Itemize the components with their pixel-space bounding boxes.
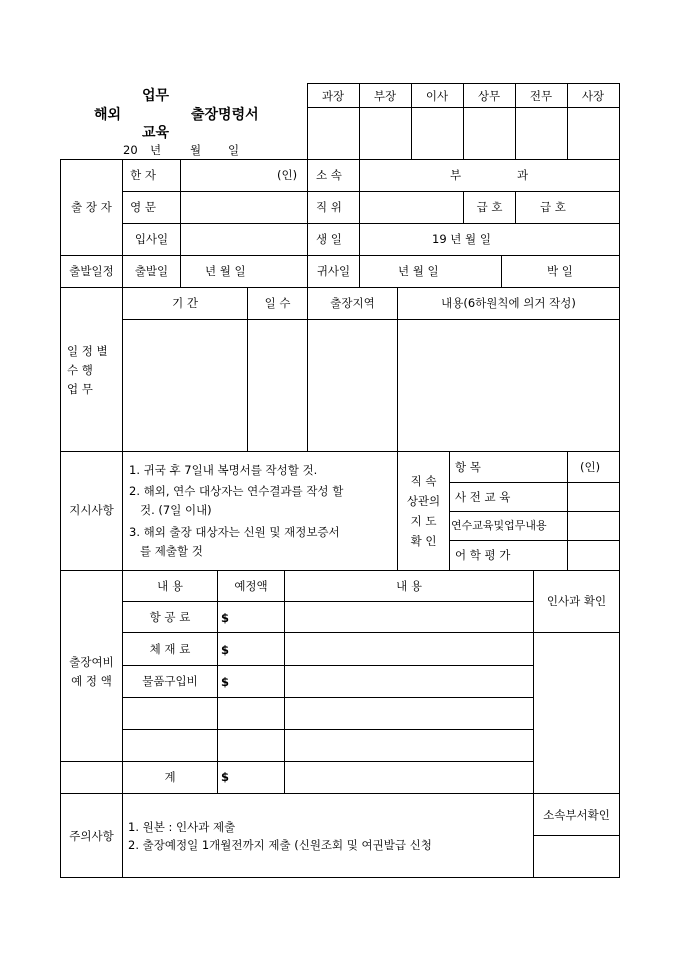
exp-col-content: 내 용 [157,579,183,593]
supervisor-label-4: 확 인 [410,534,437,548]
exp-row-stay: 체 재 료 [149,642,191,656]
title-overseas: 해외 [94,107,122,123]
dept-confirm-box[interactable] [534,836,619,877]
return-date-value: 년 월 일 [398,264,439,278]
title-main: 출장명령서 [191,107,259,123]
depart-date-value: 년 월 일 [205,264,246,278]
affiliation-label: 소 속 [316,168,342,182]
approval-dept-head: 부장 [373,89,397,103]
currency-purchase: $ [221,675,230,689]
english-name-field[interactable] [181,192,307,223]
affiliation-section: 과 [517,168,529,182]
hr-confirm-box[interactable] [534,633,619,793]
birth-value: 19 년 월 일 [432,232,491,246]
check-box-pre-edu[interactable] [568,483,619,511]
col-period: 기 간 [172,296,198,310]
hire-date-field[interactable] [181,224,307,255]
schedule-period-field[interactable] [123,320,247,451]
total-currency: $ [221,770,230,784]
approval-director: 이사 [425,89,449,103]
instruction-item-3b: 를 제출할 것 [129,544,203,558]
instruction-item-2b: 것. (7일 이내) [129,503,212,517]
schedule-label-2: 수 행 [67,363,93,377]
instruction-item-1: 1. 귀국 후 7일내 복명서를 작성할 것. [129,463,318,477]
date-prefix: 20 [123,143,138,157]
supervisor-label-1: 직 속 [410,474,437,488]
supervisor-label-2: 상관의 [406,494,441,508]
instruction-item-3: 3. 해외 출장 대상자는 신원 및 재정보증서 [129,525,340,539]
col-days: 일 수 [264,296,291,310]
note-item-1: 1. 원본 : 인사과 제출 [128,820,236,834]
signature-box-senior[interactable] [516,108,567,159]
exp-row-purchase: 물품구입비 [142,674,198,688]
schedule-days-field[interactable] [248,320,307,451]
check-item-training: 연수교육및업무내용 [451,519,547,532]
nights-value: 박 일 [547,264,573,278]
amount-airfare-field[interactable] [231,602,284,632]
instructions-label: 지시사항 [69,503,114,517]
english-label: 영 문 [130,200,156,214]
hire-date-label: 입사일 [134,232,169,246]
approval-senior: 전무 [529,89,553,103]
affiliation-dept: 부 [450,168,462,182]
hanja-label: 한 자 [130,168,156,182]
total-label: 계 [164,770,176,784]
schedule-region-field[interactable] [308,320,397,451]
title-education: 교육 [142,125,170,141]
approval-president: 사장 [581,89,605,103]
check-box-language[interactable] [568,541,619,570]
departure-label: 출발일정 [69,264,114,278]
schedule-label-1: 일 정 별 [67,344,108,358]
schedule-label-3: 업 무 [67,382,93,396]
note-item-2: 2. 출장예정일 1개월전까지 제출 (신원조회 및 여권발급 신청 [128,838,432,852]
instruction-item-2: 2. 해외, 연수 대상자는 연수결과를 작성 할 [129,484,344,498]
exp-row-airfare: 항 공 료 [149,610,191,624]
check-seal: (인) [580,460,601,474]
signature-box-president[interactable] [568,108,619,159]
approval-manager: 과장 [321,89,345,103]
exp-col-amount: 예정액 [234,579,268,593]
supervisor-label-3: 지 도 [410,514,437,528]
seal-mark: (인) [277,168,298,182]
exp-col-content2: 내 용 [396,579,422,593]
amount-stay-field[interactable] [231,633,284,665]
grade-value: 급 호 [540,200,566,214]
signature-box-manager[interactable] [308,108,359,159]
amount-purchase-field[interactable] [231,666,284,697]
signature-box-dept-head[interactable] [360,108,411,159]
check-item-pre-edu: 사 전 교 육 [455,490,511,504]
check-item-language: 어 학 평 가 [455,548,511,562]
date-month: 월 [190,143,202,157]
title-business: 업무 [142,88,170,104]
signature-box-director[interactable] [412,108,463,159]
hr-confirm-label: 인사과 확인 [546,594,607,608]
total-amount-field[interactable] [231,762,284,793]
col-content: 내용(6하원칙에 의거 작성) [441,296,576,310]
date-day: 일 [228,143,240,157]
position-label: 직 위 [316,200,342,214]
dept-confirm-label: 소속부서확인 [543,808,610,822]
traveler-label: 출 장 자 [71,200,112,214]
currency-airfare: $ [221,611,230,625]
col-region: 출장지역 [330,296,375,310]
date-year: 년 [150,143,162,157]
expenses-label-2: 예 정 액 [71,674,112,688]
approval-managing: 상무 [477,89,501,103]
schedule-content-field[interactable] [398,320,619,451]
depart-date-label: 출발일 [134,264,169,278]
birth-label: 생 일 [316,232,342,246]
return-date-label: 귀사일 [316,264,351,278]
expenses-label-1: 출장여비 [69,655,114,669]
position-field[interactable] [360,192,463,223]
check-item-title: 항 목 [455,460,481,474]
signature-box-managing[interactable] [464,108,515,159]
grade-label: 급 호 [476,200,503,214]
notes-label: 주의사항 [69,829,114,843]
check-box-training[interactable] [568,512,619,540]
currency-stay: $ [221,643,230,657]
